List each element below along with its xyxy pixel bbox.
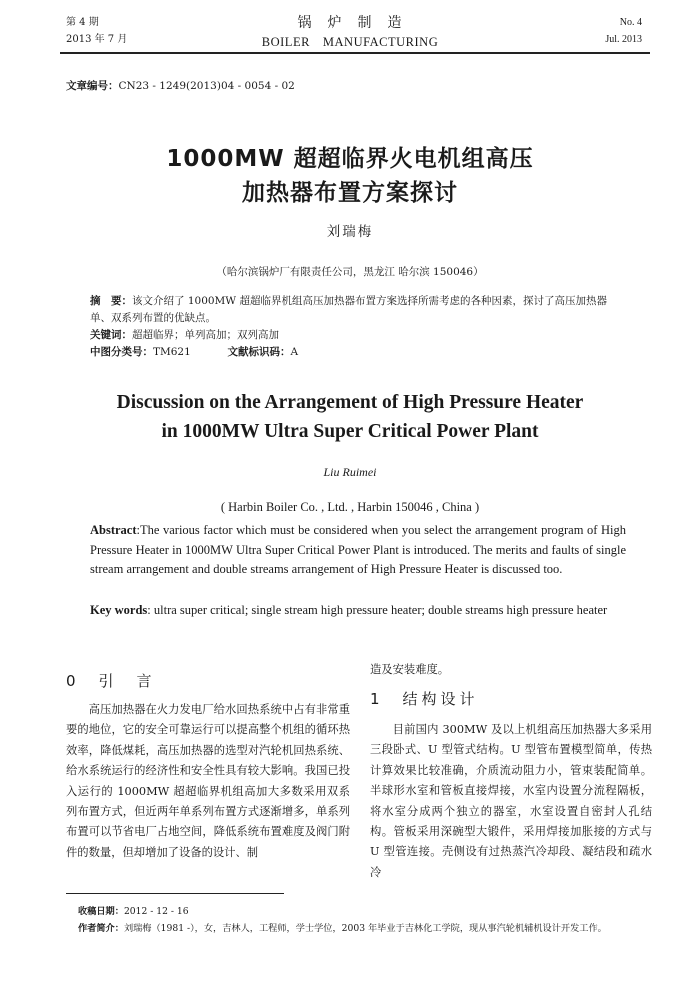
class-value: TM621 bbox=[153, 346, 191, 358]
header-issue-cn: 第 4 期 bbox=[66, 17, 99, 28]
received-value: 2012 - 12 - 16 bbox=[123, 906, 189, 917]
author-en: Liu Ruimei bbox=[323, 465, 377, 479]
title-en-line2: in 1000MW Ultra Super Critical Power Plant bbox=[161, 421, 539, 442]
section-0-paragraph: 高压加热器在火力发电厂给水回热系统中占有非常重要的地位，它的安全可靠运行可以提高整个机组的循环热效率，降低煤耗，高压加热器的选型对汽轮机回热系统、给水系统运行的经济性和安全性具有较大影响。我国已投入运行的 1000MW 超超临界机组高加大多数采用双系列布置方式，但近两年单系列布置方式逐渐增多，单系列布置可以节省电厂占地空间，降低系统布置难度及阀门附件的数量，但却增加了设备的设计、制 bbox=[66, 703, 350, 859]
affiliation-en: ( Harbin Boiler Co. , Ltd. , Harbin 150046 , China ) bbox=[220, 500, 480, 514]
class-label: 中图分类号： bbox=[90, 346, 153, 358]
header-date-en: Jul. 2013 bbox=[605, 34, 642, 45]
keywords-en-text: : ultra super critical; single stream high pressure heater; double streams high pressure heater bbox=[147, 603, 608, 617]
footnote-rule bbox=[66, 893, 284, 894]
keywords-en-label: Key words bbox=[90, 603, 148, 617]
abstract-en-label: Abstract bbox=[90, 523, 137, 537]
abstract-cn-label: 摘 要： bbox=[90, 295, 132, 307]
keywords-cn-text: 超超临界；单列高加；双列高加 bbox=[132, 329, 279, 341]
footnote-received bbox=[78, 904, 189, 920]
header-issue-en: No. 4 bbox=[619, 17, 642, 28]
journal-title-cn: 锅 炉 制 造 bbox=[297, 15, 403, 31]
footnote-bio bbox=[78, 921, 652, 937]
doc-code-label: 文献标识码： bbox=[227, 346, 291, 358]
abstract-cn-text: 该文介绍了 1000MW 超超临界机组高压加热器布置方案选择所需考虑的各种因素，探讨了高压加热器单、双系列布置的优缺点。 bbox=[90, 295, 607, 324]
affiliation-cn: （哈尔滨锅炉厂有限责任公司，黑龙江 哈尔滨 150046） bbox=[216, 266, 484, 278]
section-1-body bbox=[370, 720, 652, 883]
section-0-body bbox=[66, 700, 350, 863]
right-column-continuation: 造及安装难度。 bbox=[370, 663, 450, 676]
title-cn-line1: 1000MW 超超临界火电机组高压 bbox=[166, 146, 534, 172]
article-number-label: 文章编号： bbox=[66, 80, 119, 92]
author-cn: 刘瑞梅 bbox=[326, 224, 374, 240]
bio-text: 刘瑞梅（1981 -），女，吉林人，工程师，学士学位，2003 年毕业于吉林化工学院，现从事汽轮机辅机设计开发工作。 bbox=[123, 923, 607, 934]
article-number-value: CN23 - 1249(2013)04 - 0054 - 02 bbox=[118, 80, 295, 92]
classification-cn bbox=[90, 344, 298, 361]
doc-code-value: A bbox=[290, 346, 299, 358]
header-date-cn: 2013 年 7 月 bbox=[66, 34, 128, 45]
section-0-heading: 0 引 言 bbox=[66, 672, 156, 690]
title-cn-line2: 加热器布置方案探讨 bbox=[242, 180, 458, 206]
article-number bbox=[66, 78, 295, 95]
keywords-cn bbox=[90, 327, 622, 344]
title-en-line1: Discussion on the Arrangement of High Pressure Heater bbox=[116, 392, 584, 413]
section-1-heading: 1 结构设计 bbox=[370, 690, 479, 708]
received-label: 收稿日期： bbox=[78, 906, 124, 917]
section-1-paragraph: 目前国内 300MW 及以上机组高压加热器大多采用三段卧式、U 型管式结构。U 型管布置模型简单，传热计算效果比较准确，介质流动阻力小，管束装配简单。半球形水室和管板直接焊接，水室内设置分流程隔板，将水室分成两个独立的器室，水室设置自密封人孔结构。管板采用深碗型大锻件，采用焊接加胀接的方式与 U 型管连接。壳侧设有过热蒸汽冷却段、凝结段和疏水冷 bbox=[370, 723, 652, 879]
keywords-en bbox=[90, 601, 626, 621]
bio-label: 作者简介： bbox=[78, 923, 124, 934]
abstract-en-text: :The various factor which must be considered when you select the arrangement program of High Pressure Heater in 1000MW Ultra Super Critical Power Plant is introduced. The merits and faults of single stream arrangement and double streams arrangement of High Pressure Heater is discussed too. bbox=[90, 523, 626, 576]
abstract-en bbox=[90, 521, 626, 580]
keywords-cn-label: 关键词： bbox=[90, 329, 132, 341]
header-rule bbox=[60, 52, 650, 54]
abstract-cn bbox=[90, 293, 622, 327]
journal-title-en: BOILER MANUFACTURING bbox=[261, 35, 439, 49]
